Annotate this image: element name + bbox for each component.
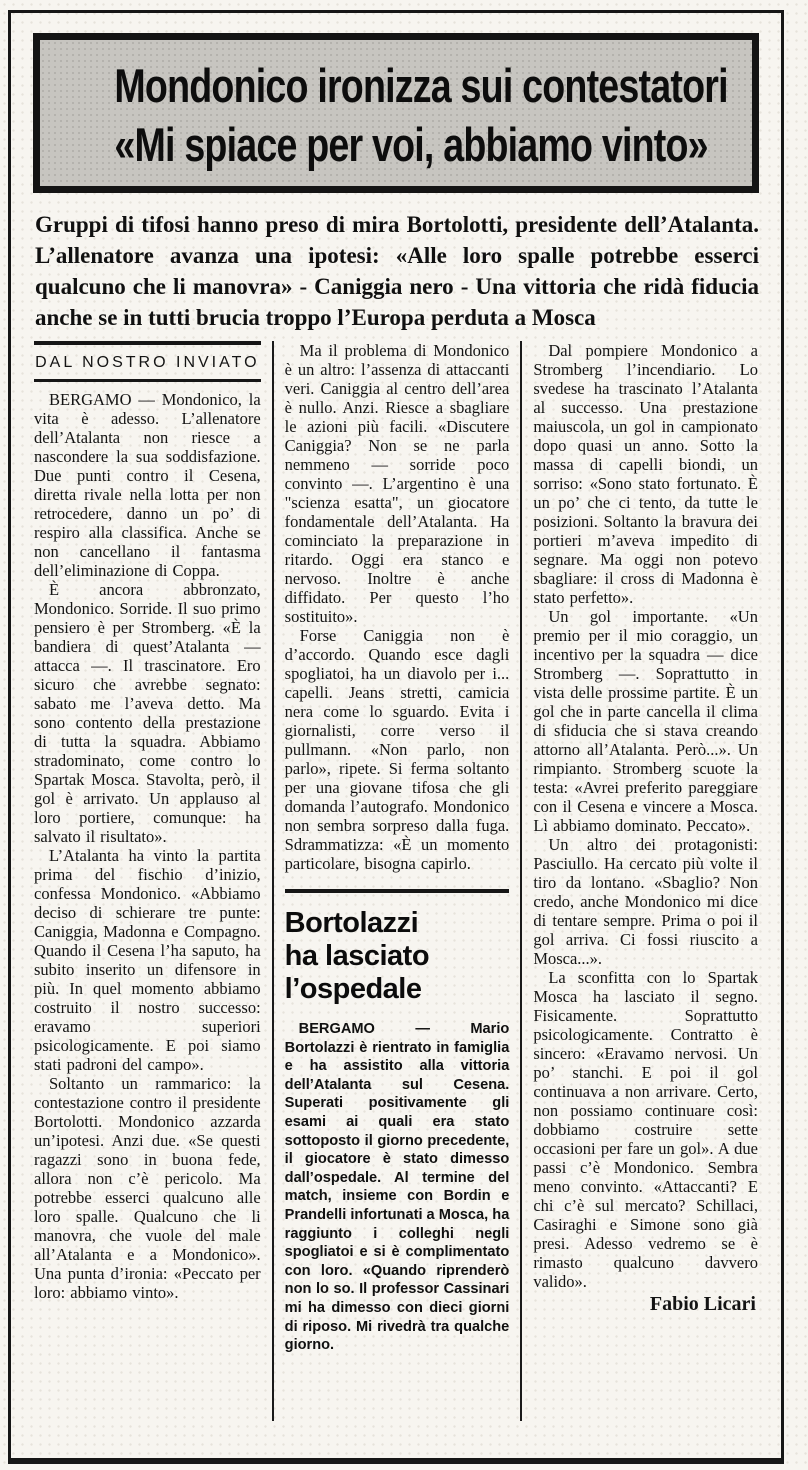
paragraph: È ancora abbronzato, Mondonico. Sorride. Il suo primo pensiero è per Stromberg. «È la bandiera di quest’Atalanta — attacca —. Il trascinatore. Ero sicuro che avrebbe segnato: sabato me l’aveva detto. Ma sono contento della prestazione di tutta la squadra. Abbiamo stradominato, come contro lo Spartak Mosca. Stavolta, però, il gol è arrivato. Un applauso al loro portiere, comunque: ha salvato il risultato». bbox=[34, 580, 261, 846]
headline-box bbox=[33, 33, 759, 193]
column-1 bbox=[23, 341, 272, 1421]
headline-line-1: Mondonico ironizza sui contestatori bbox=[114, 59, 728, 112]
byline: Fabio Licari bbox=[649, 1293, 756, 1315]
paragraph: Soltanto un rammarico: la contestazione contro il presidente Bortolotti. Mondonico azzarda un’ipotesi. Anzi due. «Se questi ragazzi sono in buona fede, allora non c’è pericolo. Ma potrebbe esserci qualcuno alle loro spalle. Qualcuno che li manovra, che vuole del male all’Atalanta e a Mondonico». Una punta d’ironia: «Peccato per loro: abbiamo vinto». bbox=[34, 1074, 261, 1302]
clipping-frame bbox=[8, 10, 784, 1464]
column-3 bbox=[520, 341, 769, 1421]
paragraph: Forse Caniggia non è d’accordo. Quando esce dagli spogliatoi, ha un diavolo per i... capelli. Jeans stretti, camicia nera come lo sguardo. Evita i giornalisti, corre verso il pullmann. «Non parlo, non parlo», ripete. Si ferma soltanto per una giovane tifosa che gli domanda l’autografo. Mondonico non sembra sorpreso dalla fuga. Sdrammatizza: «È un momento particolare, bisogna capirlo. bbox=[284, 626, 510, 873]
subarticle-divider bbox=[285, 889, 510, 893]
paragraph: La sconfitta con lo Spartak Mosca ha lasciato il segno. Fisicamente. Soprattutto psicologicamente. Contratto è sincero: «Eravamo nervosi. Un po’ stanchi. E poi il gol continuava a non arrivare. Certo, non possiamo continuare così: dobbiamo costruire sette occasioni per fare un gol». A due passi c’è Mondonico. Sembra meno convinto. «Attaccanti? E chi c’è sul mercato? Schillaci, Casiraghi e Simone sono già presi. Adesso vedremo se è rimasto qualcuno davvero valido». bbox=[533, 968, 758, 1291]
subarticle-title-line-2: ha lasciato bbox=[284, 940, 430, 972]
kicker-label: DAL NOSTRO INVIATO bbox=[35, 354, 260, 371]
column-2 bbox=[272, 341, 521, 1421]
subarticle-title bbox=[285, 907, 510, 1006]
paragraph: Un altro dei protagonisti: Pasciullo. Ha cercato più volte il tiro da lontano. «Sbaglio? Non credo, anche Mondonico mi dice di tentare sempre. Prima o poi il gol arriva. Ci fossi riuscito a Mosca...». bbox=[533, 835, 758, 968]
standfirst: Gruppi di tifosi hanno preso di mira Bortolotti, presidente dell’Atalanta. L’allenatore avanza una ipotesi: «Alle loro spalle potrebbe esserci qualcuno che li manovra» - Caniggia nero - Una vittoria che ridà fiducia anche se in tutti brucia troppo l’Europa perduta a Mosca bbox=[35, 212, 759, 330]
paragraph: BERGAMO — Mondonico, la vita è adesso. L’allenatore dell’Atalanta non riesce a nascondere la sua soddisfazione. Due punti contro il Cesena, diretta rivale nella lotta per non retrocedere, danno un po’ di respiro alla classifica. Anche se non cancellano il fantasma dell’eliminazione di Coppa. bbox=[34, 390, 261, 580]
subarticle-title-line-1: Bortolazzi bbox=[284, 907, 419, 939]
paragraph: Ma il problema di Mondonico è un altro: l’assenza di attaccanti veri. Caniggia al centro dell’area è nullo. Anzi. Riesce a sbagliare le azioni più facili. «Discutere Caniggia? Non se ne parla nemmeno — sorride poco convinto —. L’argentino è una "scienza esatta", un giocatore fondamentale dell’Atalanta. Ha cominciato la preparazione in ritardo. Oggi era stanco e nervoso. Inoltre è anche diffidato. Per questo l’ho sostituito». bbox=[284, 341, 510, 626]
subarticle-title-line-3: l’ospedale bbox=[284, 973, 422, 1005]
paragraph: Un gol importante. «Un premio per il mio coraggio, un incentivo per la squadra — dice Stromberg —. Soprattutto in vista delle prossime partite. È un gol che in parte cancella il clima di sfiducia che si stava creando attorno all’Atalanta. Però...». Un rimpianto. Stromberg scuote la testa: «Avrei preferito pareggiare con il Cesena e vincere a Mosca. Lì abbiamo dominato. Peccato». bbox=[533, 607, 758, 835]
headline-line-2: «Mi spiace per voi, abbiamo vinto» bbox=[114, 118, 708, 171]
subarticle-body: BERGAMO — Mario Bortolazzi è rientrato in famiglia e ha assistito alla vittoria dell’Atalanta sul Cesena. Superati positivamente gli esami ai quali era stato sottoposto il giorno precedente, il giocatore è stato dimesso dall’ospedale. Al termine del match, insieme con Bordin e Prandelli infortunati a Mosca, ha raggiunto i colleghi negli spogliatoi e si è complimentato con loro. «Quando riprenderò non lo so. Il professor Cassinari mi ha dimesso con dieci giorni di riposo. Mi rivedrà tra qualche giorno. bbox=[284, 1021, 510, 1354]
kicker-box bbox=[34, 341, 261, 382]
paragraph: L’Atalanta ha vinto la partita prima del fischio d’inizio, confessa Mondonico. «Abbiamo deciso di schierare tre punte: Caniggia, Madonna e Compagno. Quando il Cesena l’ha saputo, ha subito inserito un difensore in più. In quel momento abbiamo costruito il nostro successo: eravamo superiori psicologicamente. E poi siamo stati padroni del campo». bbox=[34, 846, 261, 1074]
article-columns bbox=[23, 341, 769, 1421]
paragraph: Dal pompiere Mondonico a Stromberg l’incendiario. Lo svedese ha trascinato l’Atalanta al successo. Una prestazione maiuscola, un gol in campionato dopo quasi un anno. Sotto la massa di capelli biondi, un sorriso: «Sono stato fortunato. È un po’ che ci tento, da tutte le posizioni. Soltanto la bravura dei portieri m’aveva impedito di segnare. Ma oggi non potevo sbagliare: il cross di Madonna è stato perfetto». bbox=[533, 341, 758, 607]
